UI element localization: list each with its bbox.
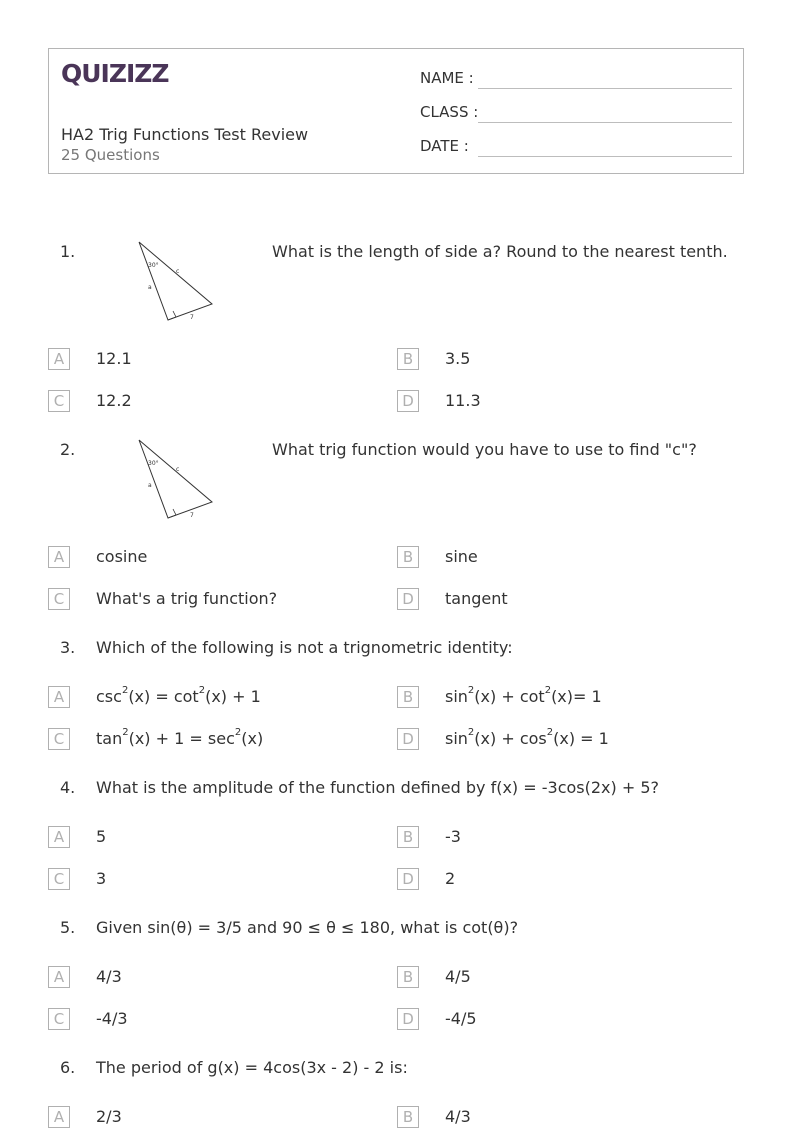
option-c-box[interactable]: C [48, 868, 70, 890]
worksheet-title: HA2 Trig Functions Test Review [61, 125, 309, 144]
option-b-text: 4/3 [445, 1107, 471, 1126]
base-label: 7 [190, 314, 194, 321]
side-label: a [148, 482, 152, 489]
date-label: DATE : [420, 137, 469, 155]
option-a-text: 12.1 [96, 349, 132, 368]
option-b-box[interactable]: B [397, 348, 419, 370]
option-d-text: -4/5 [445, 1009, 477, 1028]
question-number: 6. [60, 1058, 76, 1077]
option-d-box[interactable]: D [397, 868, 419, 890]
base-label: 7 [190, 512, 194, 519]
option-d-text: 2 [445, 869, 456, 888]
option-b-box[interactable]: B [397, 546, 419, 568]
question-text: What is the amplitude of the function defined by f(x) = -3cos(2x) + 5? [96, 778, 660, 797]
question-number: 1. [60, 242, 76, 261]
option-d-text: tangent [445, 589, 508, 608]
option-b-box[interactable]: B [397, 826, 419, 848]
option-a-box[interactable]: A [48, 546, 70, 568]
option-a-box[interactable]: A [48, 826, 70, 848]
option-c-text: $\tan^2(x) + 1 = \sec^2(x)$ [96, 727, 264, 748]
question-text: What trig function would you have to use to find "c"? [272, 440, 697, 459]
option-a-text: $\csc^2(x) = \cot^2(x) + 1$ [96, 685, 261, 706]
class-field[interactable] [420, 103, 740, 127]
option-c-box[interactable]: C [48, 588, 70, 610]
option-a-box[interactable]: A [48, 966, 70, 988]
option-a-box[interactable]: A [48, 1106, 70, 1128]
name-field[interactable] [420, 69, 740, 93]
option-c-text: 3 [96, 869, 107, 888]
question-number: 4. [60, 778, 76, 797]
option-a-text: cosine [96, 547, 148, 566]
hyp-label: c [176, 466, 180, 473]
question-text: What is the length of side a? Round to the nearest tenth. [272, 242, 728, 261]
option-b-box[interactable]: B [397, 966, 419, 988]
option-b-text: $\sin^2(x) + \cot^2(x)= 1$ [445, 685, 602, 706]
option-d-text: $\sin^2(x) + \cos^2(x) = 1$ [445, 727, 609, 748]
option-d-box[interactable]: D [397, 588, 419, 610]
quizizz-logo: QUIZIZZ [61, 59, 169, 88]
side-label: a [148, 284, 152, 291]
option-b-box[interactable]: B [397, 686, 419, 708]
question-number: 5. [60, 918, 76, 937]
worksheet-header [48, 48, 744, 174]
option-c-box[interactable]: C [48, 1008, 70, 1030]
date-field[interactable] [420, 137, 740, 161]
date-line[interactable] [478, 156, 732, 157]
option-c-text: -4/3 [96, 1009, 128, 1028]
option-c-text: 12.2 [96, 391, 132, 410]
question-text: The period of g(x) = 4cos(3x - 2) - 2 is: [96, 1058, 408, 1077]
option-b-text: 3.5 [445, 349, 471, 368]
option-d-box[interactable]: D [397, 390, 419, 412]
option-d-box[interactable]: D [397, 1008, 419, 1030]
angle-label: 30° [148, 262, 159, 269]
option-c-text: What's a trig function? [96, 589, 278, 608]
option-b-text: -3 [445, 827, 461, 846]
question-number: 2. [60, 440, 76, 459]
name-line[interactable] [478, 88, 732, 89]
question-count: 25 Questions [61, 146, 160, 164]
question-text: Given sin(θ) = 3/5 and 90 ≤ θ ≤ 180, what is cot(θ)? [96, 918, 519, 937]
triangle-diagram [132, 236, 222, 326]
question-number: 3. [60, 638, 76, 657]
option-b-box[interactable]: B [397, 1106, 419, 1128]
option-d-text: 11.3 [445, 391, 481, 410]
option-b-text: sine [445, 547, 478, 566]
option-a-box[interactable]: A [48, 686, 70, 708]
name-label: NAME : [420, 69, 474, 87]
option-a-box[interactable]: A [48, 348, 70, 370]
option-a-text: 2/3 [96, 1107, 122, 1126]
triangle-diagram [132, 434, 222, 524]
angle-label: 30° [148, 460, 159, 467]
option-a-text: 5 [96, 827, 107, 846]
option-c-box[interactable]: C [48, 728, 70, 750]
option-a-text: 4/3 [96, 967, 122, 986]
option-c-box[interactable]: C [48, 390, 70, 412]
question-text: Which of the following is not a trignometric identity: [96, 638, 513, 657]
class-line[interactable] [478, 122, 732, 123]
hyp-label: c [176, 268, 180, 275]
option-d-box[interactable]: D [397, 728, 419, 750]
option-b-text: 4/5 [445, 967, 471, 986]
class-label: CLASS : [420, 103, 479, 121]
